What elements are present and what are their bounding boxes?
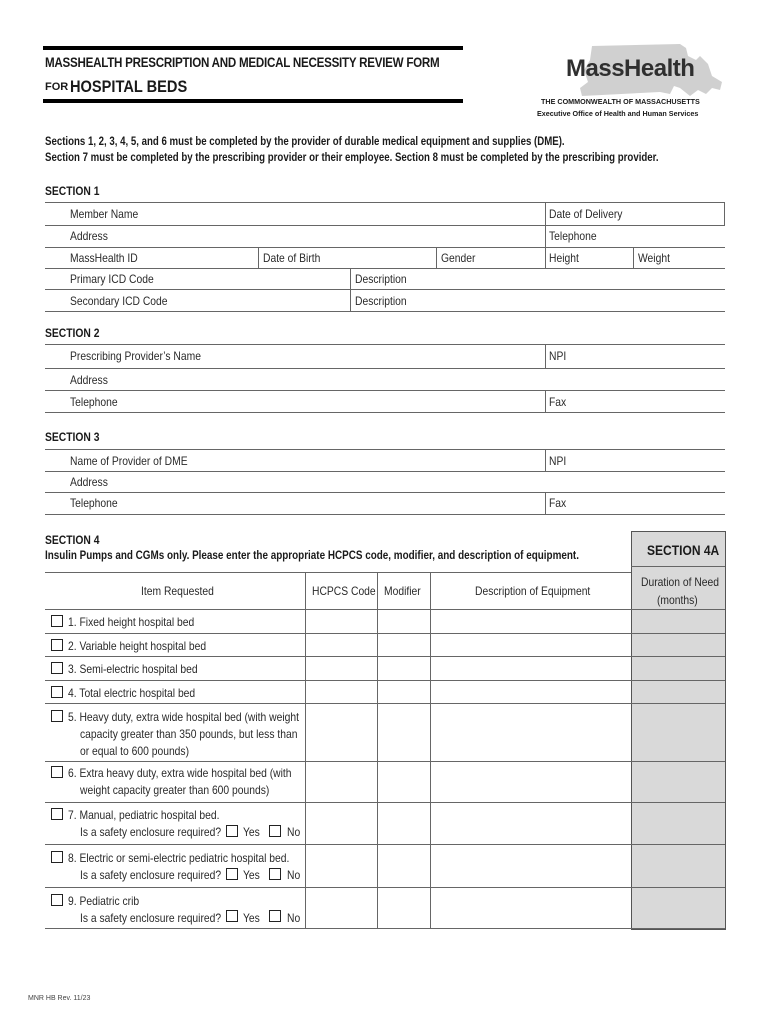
modifier-header: Modifier <box>384 584 421 598</box>
masshealth-id-field[interactable]: MassHealth ID <box>70 251 138 265</box>
item-7-yes-checkbox[interactable] <box>226 825 238 837</box>
item-requested-header: Item Requested <box>141 584 214 598</box>
form-title: MASSHEALTH PRESCRIPTION AND MEDICAL NECESSITY REVIEW FORM <box>45 55 440 70</box>
instructions-line-2: Section 7 must be completed by the prescribing provider or their employee. Section 8 must be completed by the prescribing provider. <box>45 152 659 164</box>
section-4-title: SECTION 4 <box>45 533 100 547</box>
gender-field[interactable]: Gender <box>441 251 476 265</box>
date-of-birth-field[interactable]: Date of Birth <box>263 251 321 265</box>
item-8-yes-label: Yes <box>243 868 260 882</box>
item-9-yes-checkbox[interactable] <box>226 910 238 922</box>
item-8-label-line1: 8. Electric or semi-electric pediatric hospital bed. <box>68 851 290 865</box>
header-top-rule <box>43 46 463 50</box>
org-name: THE COMMONWEALTH OF MASSACHUSETTS <box>541 97 700 106</box>
item-2-checkbox[interactable] <box>51 639 63 651</box>
item-9-yes-label: Yes <box>243 911 260 925</box>
primary-description-field[interactable]: Description <box>355 272 407 286</box>
section-3-title: SECTION 3 <box>45 430 100 444</box>
description-header: Description of Equipment <box>475 584 591 598</box>
dme-provider-name-field[interactable]: Name of Provider of DME <box>70 454 188 468</box>
provider-npi-field[interactable]: NPI <box>549 349 567 363</box>
item-7-label-line1: 7. Manual, pediatric hospital bed. <box>68 808 220 822</box>
item-5-checkbox[interactable] <box>51 710 63 722</box>
item-4-checkbox[interactable] <box>51 686 63 698</box>
item-7-enclosure-question: Is a safety enclosure required? <box>80 825 222 839</box>
item-7-checkbox[interactable] <box>51 808 63 820</box>
item-7-no-checkbox[interactable] <box>269 825 281 837</box>
provider-telephone-field[interactable]: Telephone <box>70 395 118 409</box>
date-of-delivery-field[interactable]: Date of Delivery <box>549 207 623 221</box>
form-subtitle: HOSPITAL BEDS <box>70 77 188 96</box>
item-4-label: 4. Total electric hospital bed <box>68 686 196 700</box>
secondary-description-field[interactable]: Description <box>355 294 407 308</box>
header-bottom-rule <box>43 99 463 103</box>
item-9-label-line1: 9. Pediatric crib <box>68 894 140 908</box>
item-5-label-line3: or equal to 600 pounds) <box>80 744 190 758</box>
item-8-checkbox[interactable] <box>51 851 63 863</box>
provider-fax-field[interactable]: Fax <box>549 395 567 409</box>
item-2-label: 2. Variable height hospital bed <box>68 639 207 653</box>
dme-address-field[interactable]: Address <box>70 475 108 489</box>
item-7-yes-label: Yes <box>243 825 260 839</box>
section-4a-title: SECTION 4A <box>647 542 720 558</box>
item-8-no-checkbox[interactable] <box>269 868 281 880</box>
item-8-enclosure-question: Is a safety enclosure required? <box>80 868 222 882</box>
form-revision: MNR HB Rev. 11/23 <box>28 995 91 1002</box>
item-5-label-line2: capacity greater than 350 pounds, but less than <box>80 727 298 741</box>
item-8-no-label: No <box>287 868 301 882</box>
prescribing-provider-field[interactable]: Prescribing Provider’s Name <box>70 349 201 363</box>
item-8-yes-checkbox[interactable] <box>226 868 238 880</box>
hcpcs-code-header: HCPCS Code <box>312 584 376 598</box>
secondary-icd-field[interactable]: Secondary ICD Code <box>70 294 168 308</box>
item-7-no-label: No <box>287 825 301 839</box>
item-6-label-line1: 6. Extra heavy duty, extra wide hospital bed (with <box>68 766 292 780</box>
dme-npi-field[interactable]: NPI <box>549 454 567 468</box>
item-9-enclosure-question: Is a safety enclosure required? <box>80 911 222 925</box>
address-field[interactable]: Address <box>70 229 108 243</box>
masshealth-logo: MassHealth <box>566 55 695 82</box>
item-1-label: 1. Fixed height hospital bed <box>68 615 195 629</box>
duration-header-2: (months) <box>657 593 698 607</box>
item-9-no-checkbox[interactable] <box>269 910 281 922</box>
weight-field[interactable]: Weight <box>638 251 670 265</box>
item-6-checkbox[interactable] <box>51 766 63 778</box>
item-3-label: 3. Semi-electric hospital bed <box>68 662 198 676</box>
section-4-subtitle: Insulin Pumps and CGMs only. Please enter the appropriate HCPCS code, modifier, and description of equipment. <box>45 550 579 562</box>
dme-telephone-field[interactable]: Telephone <box>70 496 118 510</box>
item-1-checkbox[interactable] <box>51 615 63 627</box>
item-9-no-label: No <box>287 911 301 925</box>
duration-header-1: Duration of Need <box>641 575 720 589</box>
item-5-label-line1: 5. Heavy duty, extra wide hospital bed (with weight <box>68 710 299 724</box>
form-title-for: FOR <box>45 81 69 93</box>
item-3-checkbox[interactable] <box>51 662 63 674</box>
telephone-field[interactable]: Telephone <box>549 229 597 243</box>
height-field[interactable]: Height <box>549 251 579 265</box>
dme-fax-field[interactable]: Fax <box>549 496 567 510</box>
provider-address-field[interactable]: Address <box>70 373 108 387</box>
instructions-line-1: Sections 1, 2, 3, 4, 5, and 6 must be completed by the provider of durable medical equipment and supplies (DME). <box>45 136 565 148</box>
item-9-checkbox[interactable] <box>51 894 63 906</box>
primary-icd-field[interactable]: Primary ICD Code <box>70 272 154 286</box>
item-6-label-line2: weight capacity greater than 600 pounds) <box>80 783 270 797</box>
member-name-field[interactable]: Member Name <box>70 207 139 221</box>
section-1-title: SECTION 1 <box>45 184 100 198</box>
org-department: Executive Office of Health and Human Services <box>537 109 699 118</box>
section-2-title: SECTION 2 <box>45 326 100 340</box>
